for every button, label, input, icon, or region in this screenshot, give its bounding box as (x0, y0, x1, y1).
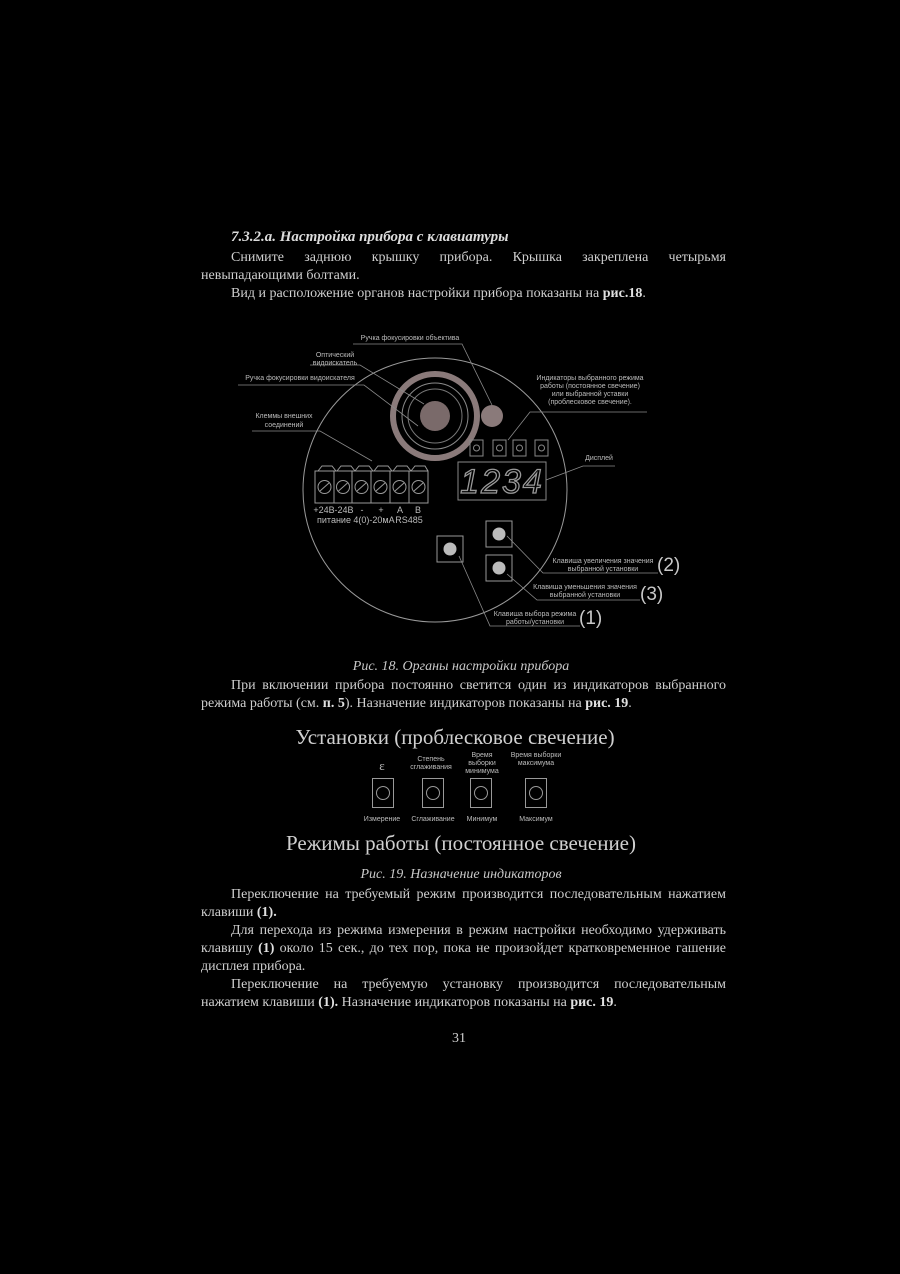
terminal-group-label: питание (317, 515, 351, 525)
terminal-label: +24В (313, 505, 335, 515)
terminal-group-label: RS485 (395, 515, 423, 525)
paragraph-layout-text: Вид и расположение органов настройки прибора показаны на (231, 286, 603, 301)
label-finder-focus: Ручка фокусировки видоискателя (245, 375, 355, 382)
paragraph-text: Переключение на требуемый режим производится последовательным нажатием клавиши (201, 887, 726, 920)
section-heading: 7.3.2.а. Настройка прибора с клавиатуры (231, 229, 509, 245)
label-key-down: выбранной установки (549, 592, 621, 599)
period: . (642, 286, 646, 301)
label-num-2: (2) (657, 555, 681, 576)
period: . (628, 696, 632, 711)
label-indicators: Индикаторы выбранного режима (536, 375, 644, 382)
indicator-led (376, 786, 390, 800)
indicator-box (422, 778, 444, 808)
key-ref: (1) (258, 941, 275, 956)
paragraph-cover-text: Снимите заднюю крышку прибора. Крышка закреплена четырьмя невыпадающими болтами. (201, 250, 726, 283)
period: . (613, 995, 617, 1010)
label-lens-focus: Ручка фокусировки объектива (360, 335, 460, 342)
terminal-label: А (396, 505, 404, 515)
label-key-up: выбранной установки (567, 566, 639, 573)
label-indicators: работы (постоянное свечение) (540, 383, 640, 390)
epsilon-label: ε (379, 758, 385, 773)
indicator-led (426, 786, 440, 800)
figure-18-caption: Рис. 18. Органы настройки прибора (352, 659, 570, 674)
label-key-mode: работы/установки (505, 619, 565, 626)
indicator-led (529, 786, 543, 800)
label-optical-finder: видоискатель (312, 360, 358, 367)
paragraph-cover (201, 249, 726, 285)
paragraph-text: ). Назначение индикаторов показаны на (344, 696, 586, 711)
label-indicators: (проблесковое свечение). (548, 399, 632, 406)
terminal-label: + (378, 505, 384, 515)
key-mode-button (444, 543, 457, 556)
label-terminals: соединений (264, 422, 304, 429)
indicator-leds (470, 440, 548, 456)
paragraph-text: Назначение индикаторов показаны на (338, 995, 571, 1010)
paragraph-setting-switch (201, 976, 726, 1012)
mode-label: Минимум (466, 816, 498, 823)
figure-18-diagram (0, 320, 900, 660)
settings-title: Установки (проблесковое свечение) (295, 725, 615, 749)
paragraph-setup-mode (201, 922, 726, 976)
setting-label: Время выборки максимума (510, 752, 562, 767)
figure-ref: рис.18 (602, 286, 643, 301)
label-num-1: (1) (579, 608, 603, 629)
paragraph-text: При включении прибора постоянно светится один из индикаторов выбранного режима работы (см. (201, 678, 726, 711)
setting-label: Степень сглаживания (410, 756, 452, 771)
lens-focus-knob (481, 405, 503, 427)
mode-label: Сглаживание (411, 816, 455, 823)
optical-finder (420, 401, 450, 431)
setting-label: Время выборки минимума (465, 752, 499, 775)
mode-label: Измерение (363, 816, 401, 823)
label-key-mode: Клавиша выбора режима (493, 611, 577, 618)
label-num-3: (3) (640, 584, 664, 605)
paragraph-text: около 15 сек., до тех пор, пока не произойдет кратковременное гашение дисплея прибора. (201, 941, 727, 974)
paragraph-text: Переключение на требуемую установку производится последовательным нажатием клавиши (201, 977, 726, 1010)
key-ref: (1). (318, 995, 339, 1010)
label-optical-finder: Оптический (315, 352, 355, 359)
section-ref: п. 5 (322, 696, 345, 711)
paragraph-text: Для перехода из режима измерения в режим настройки необходимо удерживать клавишу (201, 923, 726, 956)
paragraph-indicators (201, 677, 726, 713)
label-terminals: Клеммы внешних (255, 413, 313, 420)
label-display: Дисплей (585, 455, 613, 462)
figure-19-caption: Рис. 19. Назначение индикаторов (360, 867, 562, 882)
label-key-down: Клавиша уменьшения значения (533, 584, 637, 591)
mode-label: Максимум (519, 816, 553, 823)
terminal-block (315, 466, 428, 503)
indicator-led (474, 786, 488, 800)
key-down-button (493, 562, 506, 575)
indicator-box (372, 778, 394, 808)
figure-ref: рис. 19 (585, 696, 629, 711)
indicator-box (470, 778, 492, 808)
terminal-label: - (360, 505, 364, 515)
terminal-label: -24В (334, 505, 354, 515)
figure-19 (360, 752, 560, 842)
terminal-group-label: 4(0)-20мА (353, 515, 395, 525)
key-ref: (1). (256, 905, 277, 920)
key-up-button (493, 528, 506, 541)
indicator-box (525, 778, 547, 808)
terminal-label: В (414, 505, 422, 515)
paragraph-layout (201, 285, 726, 303)
label-key-up: Клавиша увеличения значения (552, 558, 654, 565)
page-number: 31 (452, 1031, 466, 1046)
modes-title: Режимы работы (постоянное свечение) (285, 831, 636, 855)
figure-ref: рис. 19 (570, 995, 614, 1010)
label-indicators: или выбранной уставки (551, 391, 629, 398)
paragraph-mode-switch (201, 886, 726, 922)
display-value: 1234 (460, 463, 544, 501)
